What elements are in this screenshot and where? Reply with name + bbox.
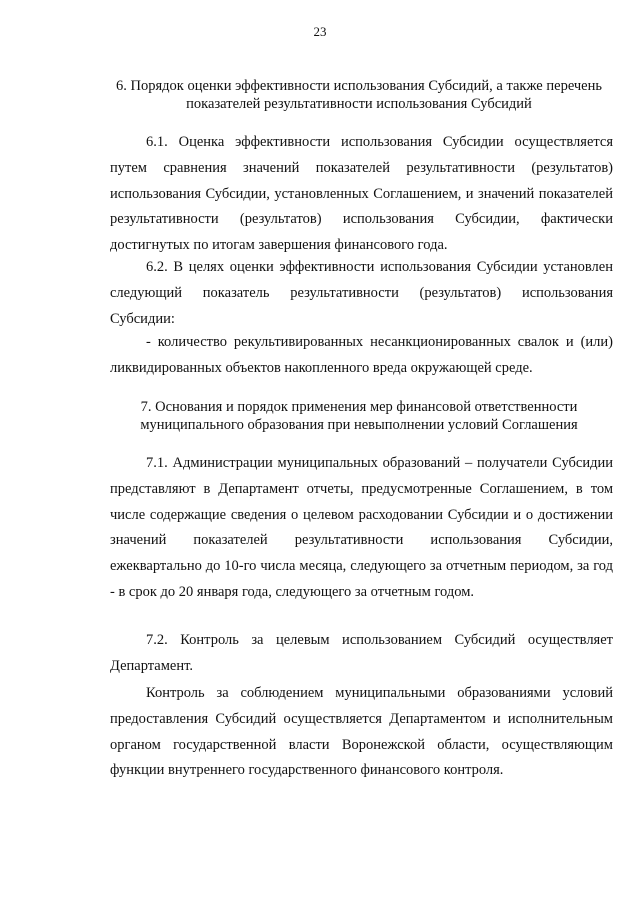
indicator-list-item: - количество рекультивированных несанкционированных свалок и (или) ликвидированных объектов накопленного вреда окружающей среде. <box>110 334 613 376</box>
section-6-heading: 6. Порядок оценки эффективности использования Субсидий, а также перечень показателей результативности использования Субсидий <box>116 78 602 112</box>
paragraph-6-2: 6.2. В целях оценки эффективности использования Субсидии установлен следующий показатель результативности (результатов) использования Субсидии: <box>110 259 613 327</box>
paragraph-6-1: 6.1. Оценка эффективности использования Субсидии осуществляется путем сравнения значений показателей результативности (результатов) использования Субсидии, установленных Соглашением, и значений показателей результативности (результатов) использования Субсидии, фактически достигнутых по итогам завершения финансового года. <box>110 134 613 254</box>
page-number: 23 <box>313 24 327 39</box>
paragraph-7-2: 7.2. Контроль за целевым использованием Субсидий осуществляет Департамент. <box>110 632 613 674</box>
paragraph-7-1: 7.1. Администрации муниципальных образований – получатели Субсидии представляют в Департамент отчеты, предусмотренные Соглашением, в том числе содержащие сведения о целевом расходовании Субсидии и о достижении значений показателей результативности использования Субсидии, ежеквартально до 10-го числа месяца, следующего за отчетным периодом, за год - в срок до 20 января года, следующего за отчетным годом. <box>110 455 613 600</box>
section-7-heading: 7. Основания и порядок применения мер финансовой ответственности муниципального образования при невыполнении условий Соглашения <box>140 399 578 433</box>
paragraph-control: Контроль за соблюдением муниципальными образованиями условий предоставления Субсидий осуществляется Департаментом и исполнительным органом государственной власти Воронежской области, осуществляющим функции внутреннего государственного финансового контроля. <box>110 685 613 779</box>
